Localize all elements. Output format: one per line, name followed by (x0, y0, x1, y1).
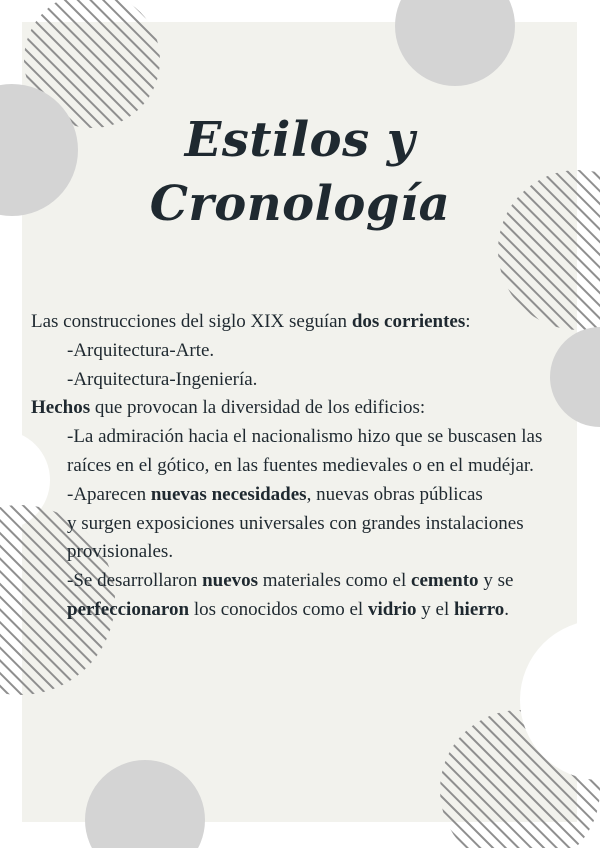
point-2-line-2: y surgen exposiciones universales con grandes instalaciones (67, 512, 524, 534)
intro-text-b: : (465, 311, 471, 332)
intro-text-a: Las construcciones del siglo XIX seguían (31, 311, 352, 332)
point-3-text-b: materiales como el (258, 570, 412, 592)
facts-heading-bold: Hechos (31, 397, 91, 419)
facts-heading-text: que provocan la diversidad de los edificios: (90, 397, 426, 419)
point-2-text-b: , nuevas obras públicas (306, 483, 483, 505)
point-3-text-a: -Se desarrollaron (67, 570, 203, 592)
facts-heading (31, 394, 576, 423)
body-text (31, 308, 576, 625)
point-2-line-3: provisionales. (67, 541, 174, 563)
point-3-line-2 (31, 596, 576, 625)
gray-circle-top (395, 0, 515, 86)
point-1-line-2: raíces en el gótico, en las fuentes medievales o en el mudéjar. (67, 454, 534, 476)
point-3-bold-c: perfeccionaron (67, 598, 190, 620)
point-2-line-1 (31, 481, 576, 510)
point-3-text-d: los conocidos como el (189, 598, 368, 620)
point-3-bold-b: cemento (411, 570, 479, 592)
point-3-text-f: . (504, 598, 510, 620)
point-2-text-a: -Aparecen (67, 483, 151, 505)
point-3-bold-a: nuevos (202, 570, 259, 592)
intro-bold: dos corrientes (351, 311, 466, 332)
point-2-bold: nuevas necesidades (150, 483, 307, 505)
current-item: -Arquitectura-Arte. (67, 339, 215, 361)
title-line-2: Cronología (149, 176, 451, 232)
page-title (0, 108, 600, 236)
point-3-bold-e: hierro (453, 598, 505, 620)
point-1-line-1: -La admiración hacia el nacionalismo hizo que se buscasen las (67, 426, 543, 448)
title-line-1: Estilos y (184, 112, 416, 168)
current-item: -Arquitectura-Ingeniería. (67, 368, 258, 390)
intro-paragraph (31, 308, 576, 337)
point-3-text-c: y se (478, 570, 514, 592)
gray-circle-bottom (85, 760, 205, 848)
point-3-bold-d: vidrio (367, 598, 417, 620)
point-3-text-e: y el (416, 598, 454, 620)
point-3-line-1 (31, 567, 576, 596)
